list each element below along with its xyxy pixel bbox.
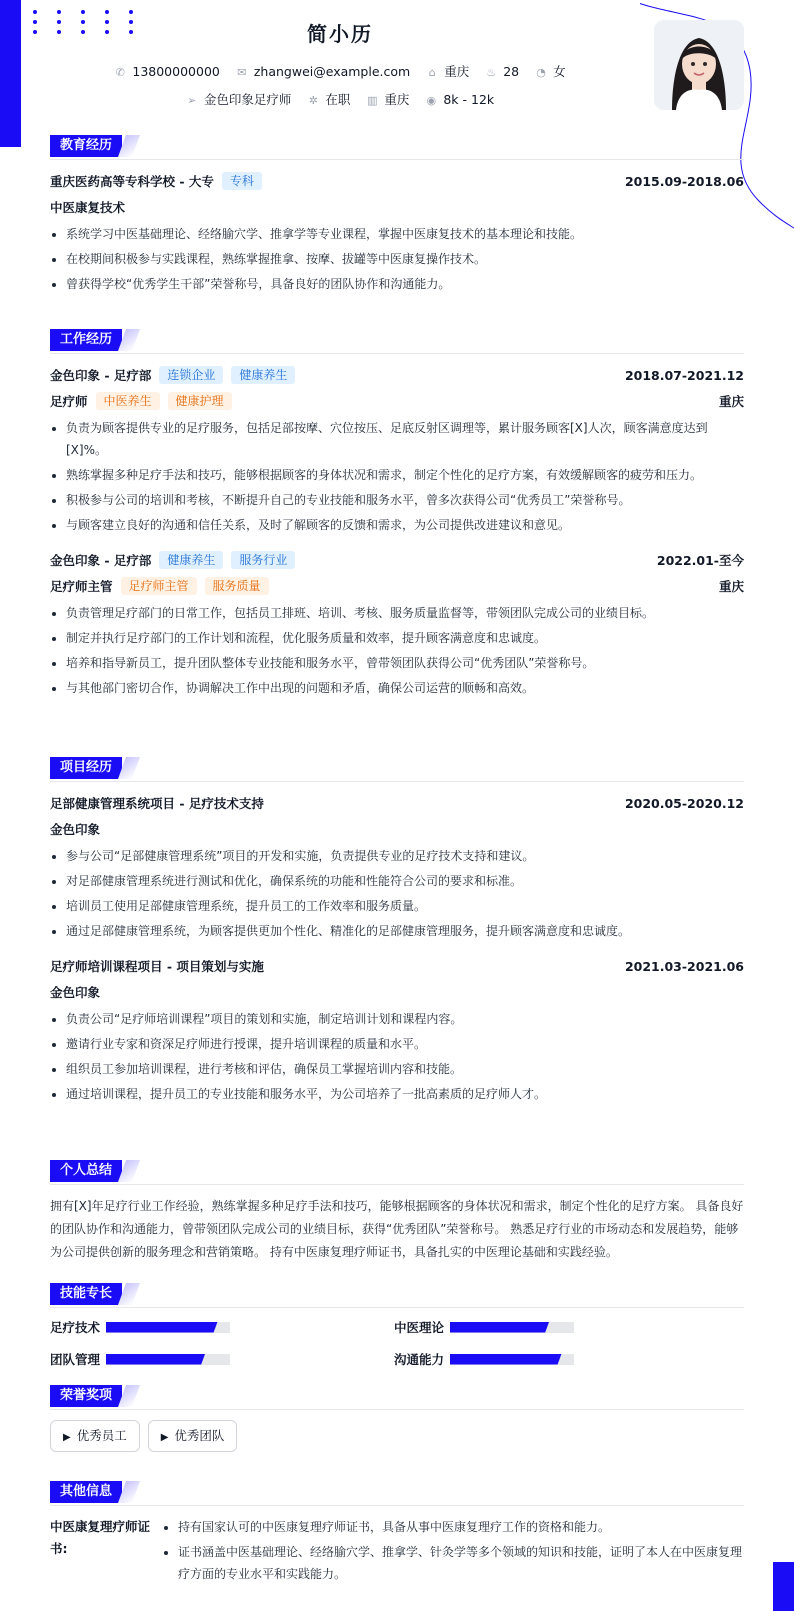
skill-bar [450, 1322, 574, 1333]
target-city-item [366, 90, 409, 108]
education-date: 2015.09-2018.06 [624, 173, 744, 189]
list-item: • 参与公司“足部健康管理系统”项目的开发和实施，负责提供专业的足疗技术支持和建议。 [66, 845, 744, 867]
target-position-item [186, 90, 292, 108]
skill-item [394, 1350, 738, 1368]
section-label: 荣誉奖项 [50, 1385, 122, 1407]
section-label: 技能专长 [50, 1283, 122, 1305]
project-entry-header [50, 955, 744, 977]
work-bullets [50, 417, 744, 536]
project-title: 足疗师培训课程项目 - 项目策划与实施 [50, 959, 264, 974]
work-bullets [50, 602, 744, 699]
list-item: • 负责管理足疗部门的日常工作，包括员工排班、培训、考核、服务质量监督等，带领团队完成公司的业绩目标。 [66, 602, 744, 624]
salary-value: 8k - 12k [443, 92, 495, 107]
list-item: • 与其他部门密切合作，协调解决工作中出现的问题和矛盾，确保公司运营的顺畅和高效。 [66, 677, 744, 699]
award-label: 优秀团队 [174, 1428, 225, 1443]
summary-text: 拥有[X]年足疗行业工作经验，熟练掌握多种足疗手法和技巧，能够根据顾客的身体状况和需求，制定个性化的足疗方案。 具备良好的团队协作和沟通能力，曾带领团队完成公司的业绩目标，获得“优秀团队”荣誉称号。 熟悉足疗行业的市场动态和发展趋势，能够为公司提供创新的服务理念和营销策略。 持有中医康复理疗师证书，具备扎实的中医理论基础和实践经验。 [50, 1199, 744, 1259]
industry-tag: 健康养生 [159, 551, 223, 569]
company-name: 金色印象 - 足疗部 [50, 368, 152, 383]
city-value: 重庆 [444, 64, 470, 79]
role-tag: 服务质量 [205, 577, 269, 595]
project-date: 2020.05-2020.12 [624, 795, 744, 811]
gender-icon: ◔ [536, 66, 546, 79]
skill-name: 团队管理 [50, 1352, 101, 1367]
project-bullets [50, 845, 744, 942]
avatar-illustration [654, 20, 744, 110]
skills-section [50, 1283, 744, 1368]
awards-list [50, 1420, 744, 1452]
project-entry [50, 792, 744, 942]
city-item [426, 62, 469, 80]
work-section-title [50, 329, 744, 354]
list-item: • 积极参与公司的培训和考核，不断提升自己的专业技能和服务水平，曾多次获得公司“优秀员工”荣誉称号。 [66, 489, 744, 511]
coin-icon: ◉ [426, 94, 437, 107]
job-intent-row [0, 90, 680, 108]
work-location: 重庆 [718, 394, 744, 409]
phone-icon: ✆ [115, 66, 125, 79]
role-row [50, 389, 744, 413]
project-entry-header [50, 792, 744, 814]
mail-icon: ✉ [237, 66, 247, 79]
contact-info-row [0, 62, 680, 80]
skills-section-title [50, 1283, 744, 1308]
skill-bar [106, 1354, 230, 1365]
skill-name: 沟通能力 [394, 1352, 445, 1367]
skill-item [50, 1350, 394, 1368]
section-label: 个人总结 [50, 1160, 122, 1182]
work-date: 2018.07-2021.12 [624, 367, 744, 383]
work-section [50, 329, 744, 702]
role-tag: 中医养生 [96, 392, 160, 410]
list-item: • 系统学习中医基础理论、经络腧穴学、推拿学等专业课程，掌握中医康复技术的基本理论和技能。 [66, 223, 744, 245]
work-entry [50, 549, 744, 699]
projects-section-title [50, 757, 744, 782]
list-item: • 证书涵盖中医基础理论、经络腧穴学、推拿学、针灸学等多个领域的知识和技能，证明了本人在中医康复理疗方面的专业水平和实践能力。 [178, 1541, 744, 1585]
email-value: zhangwei@example.com [253, 64, 411, 79]
profile-photo [654, 20, 744, 110]
project-bullets [50, 1008, 744, 1105]
list-item: • 培训员工使用足部健康管理系统，提升员工的工作效率和服务质量。 [66, 895, 744, 917]
list-item: • 通过足部健康管理系统，为顾客提供更加个性化、精准化的足部健康管理服务，提升顾客满意度和忠诚度。 [66, 920, 744, 942]
age-value: 28 [503, 64, 520, 79]
list-item: • 曾获得学校“优秀学生干部”荣誉称号，具备良好的团队协作和沟通能力。 [66, 273, 744, 295]
certificate-bullets [160, 1516, 744, 1588]
list-item: • 负责公司“足疗师培训课程”项目的策划和实施，制定培训计划和课程内容。 [66, 1008, 744, 1030]
awards-section-title [50, 1385, 744, 1410]
skill-item [394, 1318, 738, 1336]
section-label: 项目经历 [50, 757, 122, 779]
list-item: • 持有国家认可的中医康复理疗师证书，具备从事中医康复理疗工作的资格和能力。 [178, 1516, 744, 1538]
skill-name: 足疗技术 [50, 1320, 101, 1335]
list-item: • 在校期间积极参与实践课程，熟练掌握推拿、按摩、拔罐等中医康复操作技术。 [66, 248, 744, 270]
school-name: 重庆医药高等专科学校 - 大专 [50, 174, 214, 189]
work-location: 重庆 [718, 579, 744, 594]
list-item: • 组织员工参加培训课程，进行考核和评估，确保员工掌握培训内容和技能。 [66, 1058, 744, 1080]
status-item [307, 90, 350, 108]
major-name: 中医康复技术 [50, 200, 126, 215]
summary-section-title [50, 1160, 744, 1185]
candidate-name: 简小历 [307, 22, 373, 46]
send-icon: ➢ [187, 94, 197, 107]
work-entry-header [50, 364, 744, 386]
list-item: • 与顾客建立良好的沟通和信任关系，及时了解顾客的反馈和需求，为公司提供改进建议和意见。 [66, 514, 744, 536]
role-tag: 健康护理 [168, 392, 232, 410]
salary-item [425, 92, 494, 107]
award-chip [148, 1420, 238, 1452]
phone-item [114, 64, 219, 79]
award-label: 优秀员工 [76, 1428, 127, 1443]
skill-item [50, 1318, 394, 1336]
work-entry-header [50, 549, 744, 571]
list-item: • 制定并执行足疗部门的工作计划和流程，优化服务质量和效率，提升顾客满意度和忠诚度。 [66, 627, 744, 649]
skill-name: 中医理论 [394, 1320, 445, 1335]
degree-tag: 专科 [222, 172, 262, 190]
list-item: • 熟练掌握多种足疗手法和技巧，能够根据顾客的身体状况和需求，制定个性化的足疗方案，有效缓解顾客的疲劳和压力。 [66, 464, 744, 486]
resume-header [0, 0, 794, 140]
project-entry [50, 955, 744, 1105]
phone-value: 13800000000 [132, 64, 220, 79]
education-section-title [50, 135, 744, 160]
projects-section [50, 757, 744, 1108]
gender-value: 女 [553, 64, 566, 79]
skill-bar-fill [106, 1354, 205, 1365]
list-item: • 对足部健康管理系统进行测试和优化，确保系统的功能和性能符合公司的要求和标准。 [66, 870, 744, 892]
status-value: 在职 [325, 92, 351, 107]
play-icon: ▶ [63, 1432, 71, 1443]
list-item: • 通过培训课程，提升员工的专业技能和服务水平，为公司培养了一批高素质的足疗师人才。 [66, 1083, 744, 1105]
certificate-block [50, 1516, 744, 1588]
settings-icon: ✲ [308, 94, 318, 107]
skills-grid [50, 1318, 744, 1368]
industry-tag: 连锁企业 [159, 366, 223, 384]
list-item: • 培养和指导新员工，提升团队整体专业技能和服务水平，曾带领团队获得公司“优秀团队”荣誉称号。 [66, 652, 744, 674]
role-tag: 足疗师主管 [121, 577, 197, 595]
skill-bar [450, 1354, 574, 1365]
awards-section [50, 1385, 744, 1452]
education-section [50, 135, 744, 298]
project-title: 足部健康管理系统项目 - 足疗技术支持 [50, 796, 264, 811]
list-item: • 负责为顾客提供专业的足疗服务，包括足部按摩、穴位按压、足底反射区调理等，累计服务顾客[X]人次，顾客满意度达到[X]%。 [66, 417, 744, 461]
company-name: 金色印象 - 足疗部 [50, 553, 152, 568]
age-item [485, 64, 519, 79]
project-org: 金色印象 [50, 985, 101, 1000]
decorative-accent-bar [773, 1562, 794, 1611]
building-icon: ▥ [367, 94, 378, 107]
education-bullets [50, 223, 744, 295]
role-name: 足疗师主管 [50, 579, 113, 594]
major-row [50, 195, 744, 219]
project-org-row [50, 817, 744, 841]
education-entry-header [50, 170, 744, 192]
role-row [50, 574, 744, 598]
email-item [236, 64, 410, 79]
industry-tag: 健康养生 [231, 366, 295, 384]
role-name: 足疗师 [50, 394, 88, 409]
play-icon: ▶ [160, 1432, 169, 1443]
gender-item [535, 62, 566, 80]
home-icon: ⌂ [428, 66, 436, 79]
skill-bar [106, 1322, 230, 1333]
section-label: 其他信息 [50, 1481, 122, 1503]
industry-tag: 服务行业 [231, 551, 295, 569]
section-label: 工作经历 [50, 329, 122, 351]
work-entry [50, 364, 744, 536]
list-item: • 邀请行业专家和资深足疗师进行授课，提升培训课程的质量和水平。 [66, 1033, 744, 1055]
section-label: 教育经历 [50, 135, 122, 157]
project-org-row [50, 980, 744, 1004]
other-section [50, 1481, 744, 1588]
award-chip [50, 1420, 140, 1452]
project-org: 金色印象 [50, 822, 101, 837]
other-section-title [50, 1481, 744, 1506]
work-date: 2022.01-至今 [656, 553, 744, 568]
cake-icon: ♨ [486, 66, 497, 79]
skill-bar-fill [450, 1322, 549, 1333]
skill-bar-fill [106, 1322, 218, 1333]
target-city-value: 重庆 [384, 92, 410, 107]
target-position-value: 金色印象足疗师 [203, 92, 292, 107]
certificate-label: 中医康复理疗师证书: [50, 1519, 151, 1556]
summary-section [50, 1160, 744, 1264]
skill-bar-fill [450, 1354, 562, 1365]
project-date: 2021.03-2021.06 [624, 958, 744, 974]
